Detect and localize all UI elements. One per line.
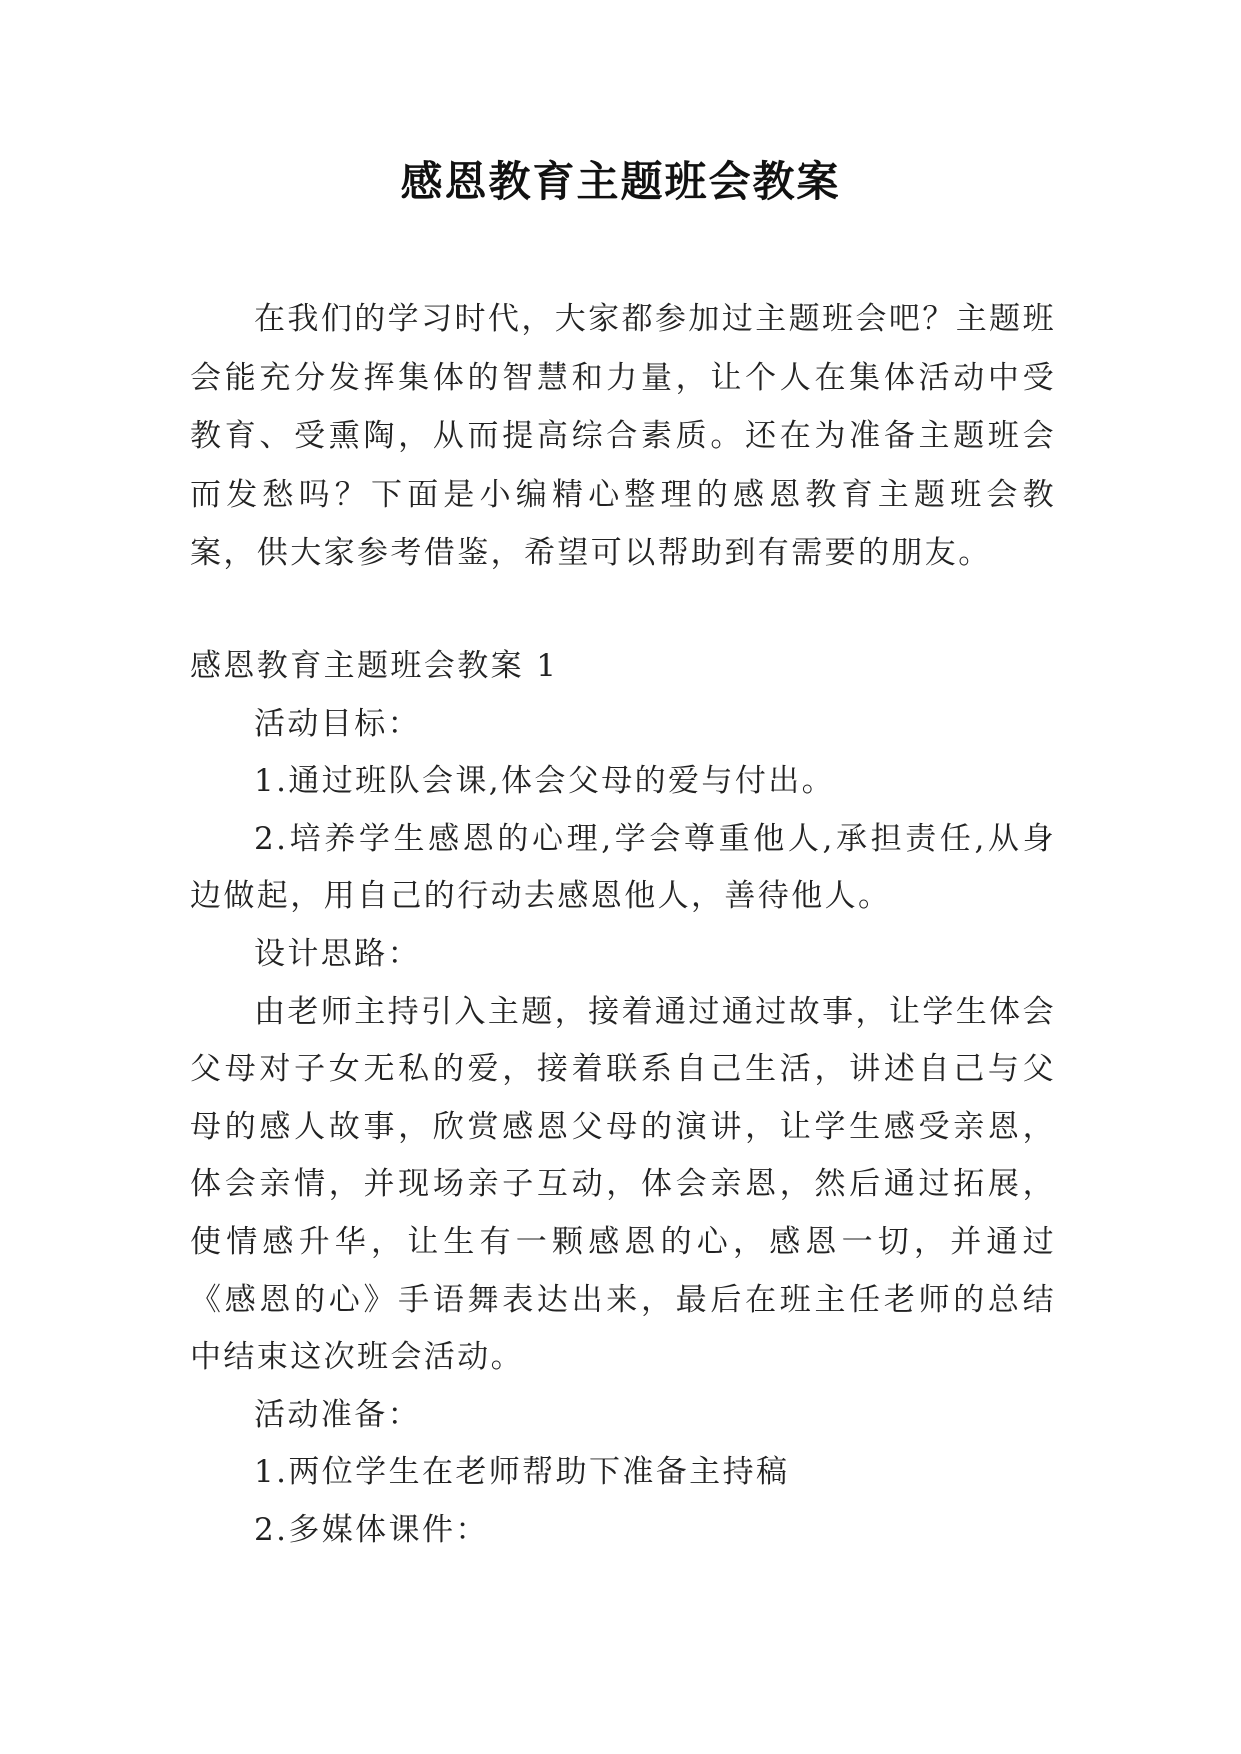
intro-paragraph: 在我们的学习时代，大家都参加过主题班会吧？主题班会能充分发挥集体的智慧和力量，让个人在集体活动中受教育、受熏陶，从而提高综合素质。还在为准备主题班会而发愁吗？下面是小编精心整理的感恩教育主题班会教案，供大家参考借鉴，希望可以帮助到有需要的朋友。 [190, 301, 1056, 571]
goal-item-1: 1.通过班队会课,体会父母的爱与付出。 [254, 763, 836, 800]
preparation-item-2: 2.多媒体课件： [254, 1511, 489, 1548]
design-idea-heading: 设计思路： [254, 935, 421, 972]
lesson-plan-body [190, 638, 1056, 1560]
preparation-heading: 活动准备： [254, 1396, 421, 1433]
goal-item-2: 2.培养学生感恩的心理,学会尊重他人,承担责任,从身边做起，用自己的行动去感恩他人，善待他人。 [190, 820, 1056, 915]
preparation-item-1: 1.两位学生在老师帮助下准备主持稿 [254, 1454, 790, 1491]
activity-goals-heading: 活动目标： [254, 705, 421, 742]
document-title: 感恩教育主题班会教案 [400, 157, 841, 206]
design-idea-paragraph: 由老师主持引入主题，接着通过通过故事，让学生体会父母对子女无私的爱，接着联系自己生活，讲述自己与父母的感人故事，欣赏感恩父母的演讲，让学生感受亲恩，体会亲情，并现场亲子互动，体会亲恩，然后通过拓展，使情感升华，让生有一颗感恩的心，感恩一切，并通过《感恩的心》手语舞表达出来，最后在班主任老师的总结中结束这次班会活动。 [190, 993, 1056, 1376]
section-heading: 感恩教育主题班会教案 1 [190, 648, 559, 684]
